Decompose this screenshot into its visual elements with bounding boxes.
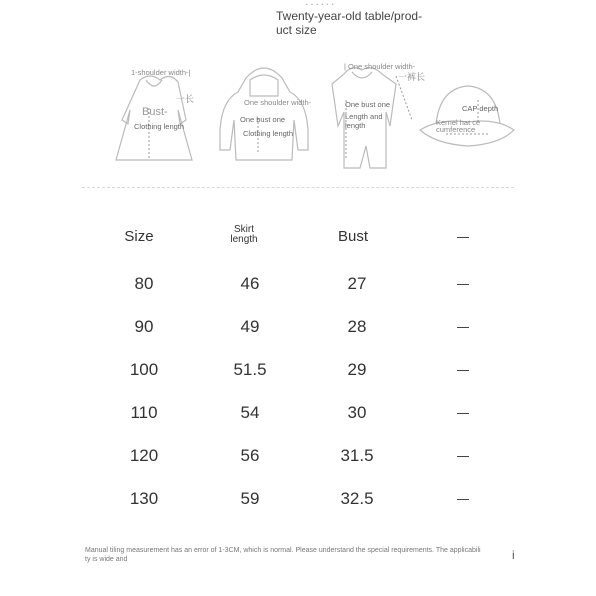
dress-bust-label: Bust-	[142, 106, 168, 118]
dress-sketch	[116, 76, 195, 160]
header-bust: Bust	[337, 228, 368, 245]
header-skirt-line1: Skirt	[234, 224, 254, 235]
table-cell-skirt: 46	[240, 274, 260, 293]
page-title-line2: uct size	[276, 23, 317, 37]
garment-sketches	[0, 0, 596, 190]
page-title-line1: Twenty-year-old table/prod-	[276, 9, 423, 23]
table-cell-bust: 27	[347, 274, 367, 293]
header-size: Size	[124, 228, 154, 245]
measurement-note-line2: ty is wide and	[85, 556, 128, 563]
hat-circumference-label-2: cumference	[436, 125, 476, 134]
romper-length-label-1: Length and	[345, 112, 383, 121]
table-cell-extra	[457, 499, 469, 500]
title-decoration: • • • • • •	[306, 2, 335, 8]
table-cell-bust: 29	[347, 360, 367, 379]
hat-circumference-label-1: Kernel hat ce	[436, 118, 481, 127]
table-cell-extra	[457, 456, 469, 457]
garment-diagram-area	[0, 0, 596, 190]
header-skirt-line2: length	[230, 234, 258, 245]
coat-length-label: Clothing length	[243, 129, 294, 138]
table-cell-size: 110	[130, 403, 158, 422]
romper-shoulder-label: | One shoulder width-	[344, 62, 416, 71]
table-cell-size: 90	[134, 317, 154, 336]
romper-bust-label: One bust one	[345, 100, 391, 109]
corner-mark: i	[512, 548, 515, 562]
hat-cap-depth-label: CAP depth	[462, 104, 499, 113]
table-cell-bust: 32.5	[340, 489, 374, 508]
table-cell-size: 120	[129, 446, 159, 465]
coat-bust-label: One bust one	[240, 115, 286, 124]
table-cell-skirt: 59	[240, 489, 260, 508]
dress-shoulder-label: 1-shoulder width-|	[131, 68, 191, 77]
table-cell-extra	[457, 370, 469, 371]
hat-sketch	[420, 86, 514, 146]
table-cell-extra	[457, 327, 469, 328]
table-cell-skirt: 56	[240, 446, 260, 465]
dress-length-label: Clothing length	[134, 122, 185, 131]
romper-side-label: 一裤长	[398, 72, 426, 82]
header-extra-dash	[457, 237, 469, 238]
coat-shoulder-label: One shoulder width-	[244, 98, 312, 107]
table-cell-size: 80	[134, 274, 154, 293]
dress-side-label: 一长	[176, 94, 195, 104]
table-cell-skirt: 51.5	[233, 360, 267, 379]
table-cell-bust: 31.5	[340, 446, 374, 465]
table-cell-skirt: 49	[240, 317, 260, 336]
header-skirt-length	[204, 225, 284, 245]
table-cell-extra	[457, 284, 469, 285]
coat-sketch	[220, 68, 308, 160]
section-divider	[82, 187, 514, 188]
table-cell-extra	[457, 413, 469, 414]
measurement-note	[85, 546, 515, 564]
measurement-note-line1: Manual tiling measurement has an error of 1-3CM, which is normal. Please understand the special requirements. The applicabili	[85, 547, 481, 554]
table-cell-size: 100	[129, 360, 159, 379]
table-cell-bust: 28	[347, 317, 367, 336]
romper-length-label-2: length	[345, 121, 366, 130]
table-cell-bust: 30	[347, 403, 367, 422]
table-cell-size: 130	[129, 489, 159, 508]
table-cell-skirt: 54	[240, 403, 260, 422]
